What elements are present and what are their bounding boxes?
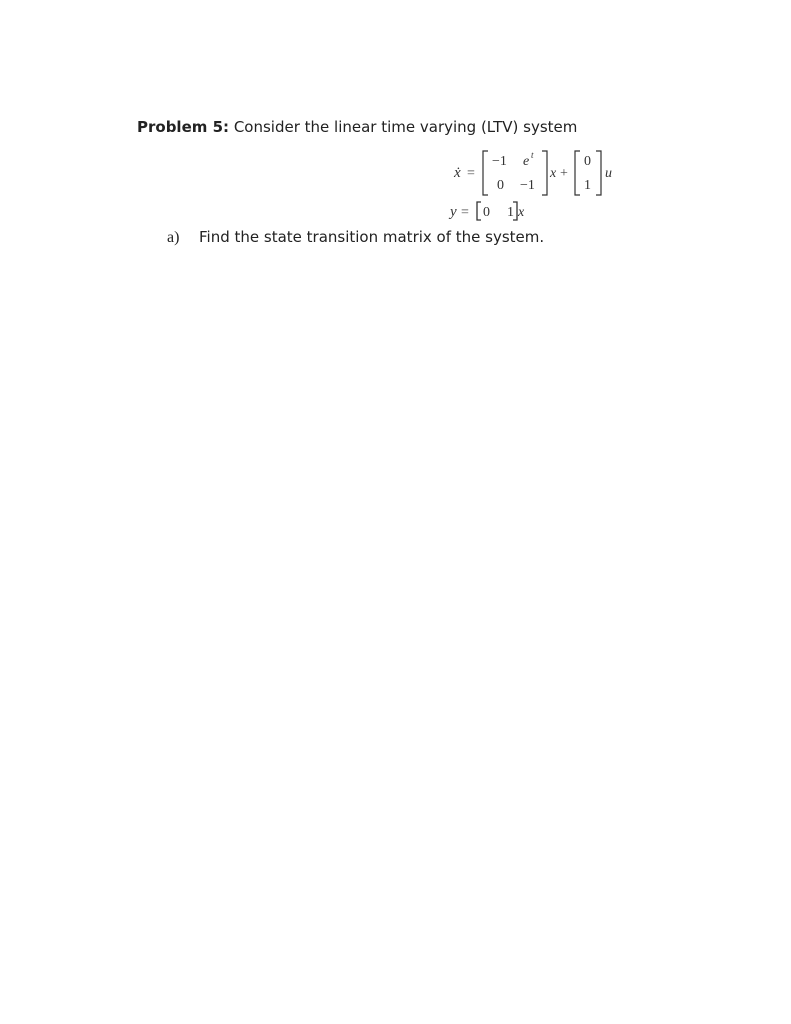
state-plus: + xyxy=(560,166,568,181)
A-entry-12-exponent: t xyxy=(531,150,534,160)
part-a-text: Find the state transition matrix of the system. xyxy=(199,228,545,246)
state-lhs: ẋ xyxy=(454,165,461,181)
problem-statement xyxy=(137,118,577,136)
problem-intro: Consider the linear time varying (LTV) system xyxy=(229,118,578,136)
A-entry-22: −1 xyxy=(520,178,535,193)
A-entry-11: −1 xyxy=(492,154,507,169)
output-equals: = xyxy=(461,205,469,220)
B-entry-1: 0 xyxy=(584,154,591,169)
state-u: u xyxy=(605,166,612,181)
B-entry-2: 1 xyxy=(584,178,591,193)
output-lhs: y xyxy=(450,204,457,220)
A-entry-21: 0 xyxy=(497,178,504,193)
state-equals: = xyxy=(467,166,475,181)
B-left-bracket xyxy=(575,151,580,195)
C-entry-1: 0 xyxy=(483,205,490,220)
part-a-marker: a) xyxy=(167,229,180,246)
A-left-bracket xyxy=(483,151,488,195)
C-entry-2: 1 xyxy=(507,205,514,220)
problem-label: Problem 5: xyxy=(137,118,230,136)
B-right-bracket xyxy=(596,151,601,195)
state-x: x xyxy=(550,166,557,181)
C-left-bracket xyxy=(477,202,481,220)
output-x: x xyxy=(518,205,525,220)
A-entry-12: e xyxy=(523,154,530,169)
part-a xyxy=(167,228,544,247)
output-equation xyxy=(448,199,558,223)
A-right-bracket xyxy=(542,151,547,195)
state-equation xyxy=(452,148,642,198)
